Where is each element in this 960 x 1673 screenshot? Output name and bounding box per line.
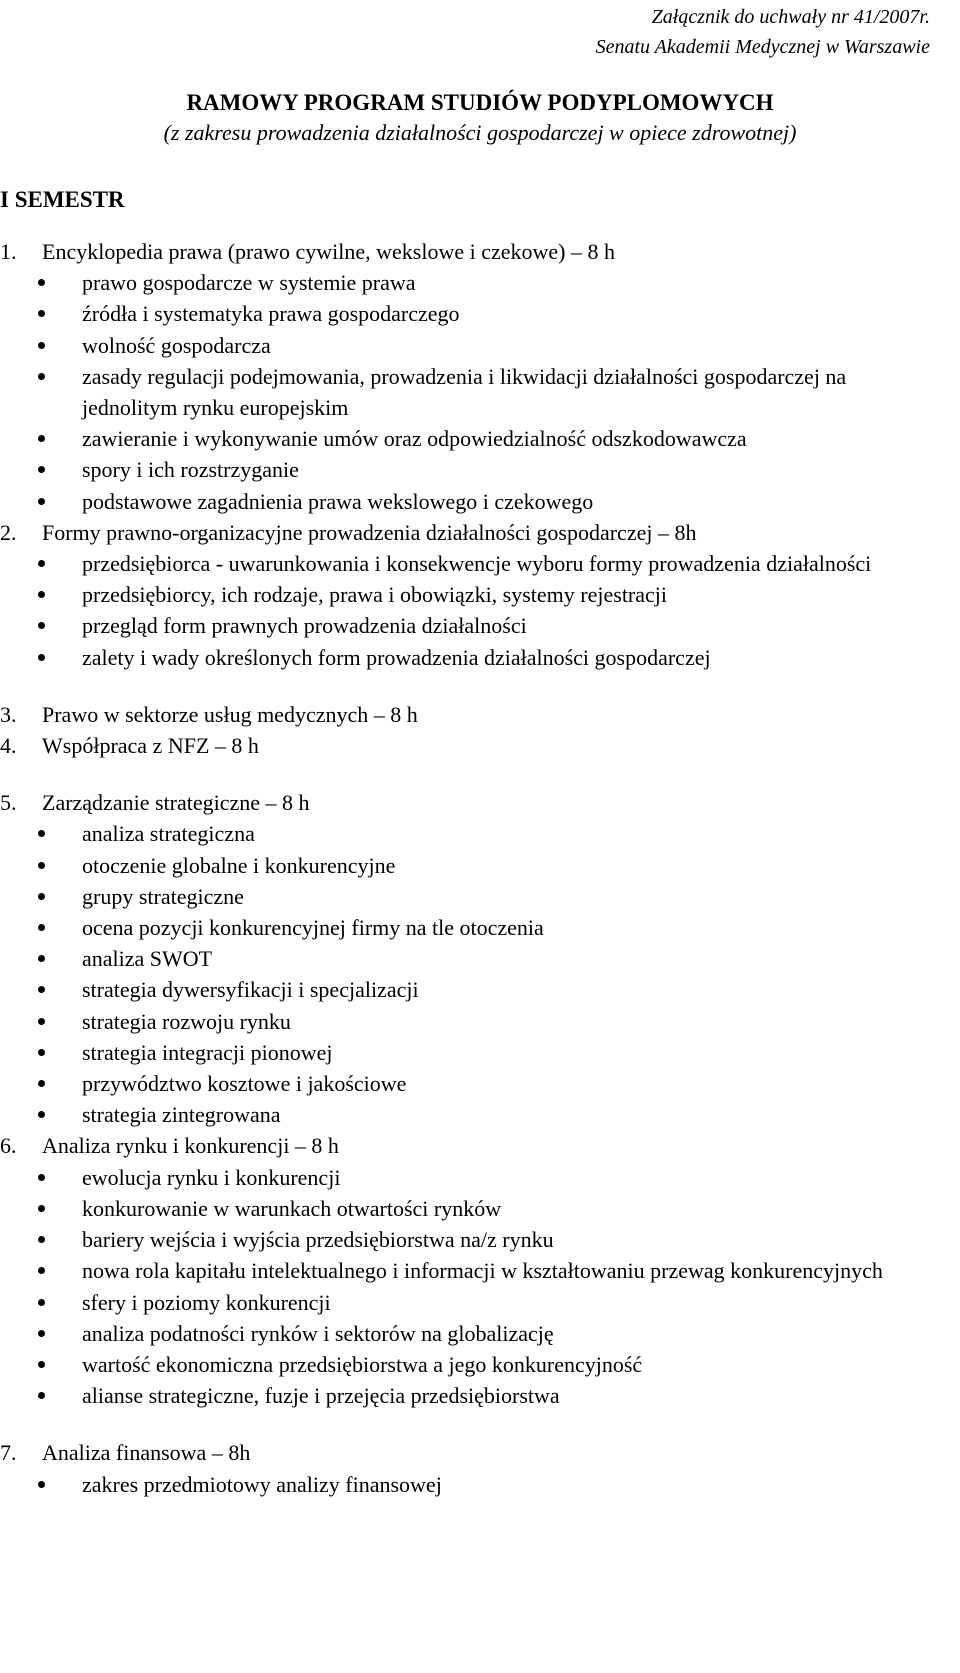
list-item-text: konkurowanie w warunkach otwartości rynków [82, 1195, 502, 1221]
section-number: 6. [0, 1133, 17, 1159]
title-block [0, 88, 960, 148]
section-heading [0, 1437, 940, 1468]
bullet-icon [38, 862, 45, 869]
list-item [0, 1068, 940, 1099]
list-item-text: podstawowe zagadnienia prawa wekslowego i czekowego [82, 488, 594, 514]
list-item-text: źródła i systematyka prawa gospodarczego [82, 301, 460, 327]
list-item-text: nowa rola kapitału intelektualnego i informacji w kształtowaniu przewag konkurencyjnych [82, 1258, 883, 1284]
list-item-text: prawo gospodarcze w systemie prawa [82, 270, 416, 296]
annex-note [596, 2, 930, 62]
section-number: 2. [0, 519, 17, 545]
bullet-icon [38, 924, 45, 931]
program-section [0, 730, 940, 761]
list-item [0, 486, 940, 517]
list-item [0, 579, 940, 610]
list-item-text: zalety i wady określonych form prowadzenia działalności gospodarczej [82, 644, 711, 670]
list-item-text: przedsiębiorca - uwarunkowania i konsekwencje wyboru formy prowadzenia działalności [82, 551, 872, 577]
list-item-text: przedsiębiorcy, ich rodzaje, prawa i obowiązki, systemy rejestracji [82, 582, 668, 608]
list-item-text: strategia rozwoju rynku [82, 1008, 291, 1034]
section-spacer [0, 1411, 940, 1437]
list-item [0, 818, 940, 849]
list-item [0, 1193, 940, 1224]
list-item [0, 1349, 940, 1380]
section-heading [0, 236, 940, 267]
list-item-text: sfery i poziomy konkurencji [82, 1289, 331, 1315]
list-item-text: strategia dywersyfikacji i specjalizacji [82, 977, 419, 1003]
list-item [0, 1006, 940, 1037]
bullet-icon [38, 591, 45, 598]
list-item [0, 1380, 940, 1411]
list-item-text: ewolucja rynku i konkurencji [82, 1164, 341, 1190]
section-title: Analiza rynku i konkurencji – 8 h [42, 1133, 339, 1159]
topic-list [0, 267, 940, 517]
section-heading [0, 699, 940, 730]
bullet-icon [38, 1205, 45, 1212]
document-subtitle: (z zakresu prowadzenia działalności gospodarczej w opiece zdrowotnej) [163, 120, 797, 145]
list-item-text: otoczenie globalne i konkurencyjne [82, 852, 396, 878]
list-item [0, 943, 940, 974]
topic-list [0, 818, 940, 1130]
semester-heading: I SEMESTR [0, 187, 125, 212]
section-title: Prawo w sektorze usług medycznych – 8 h [42, 701, 418, 727]
list-item [0, 1255, 940, 1286]
bullet-icon [38, 498, 45, 505]
bullet-icon [38, 986, 45, 993]
bullet-icon [38, 466, 45, 473]
list-item-text: analiza strategiczna [82, 821, 255, 847]
list-item [0, 1162, 940, 1193]
bullet-icon [38, 342, 45, 349]
bullet-icon [38, 830, 45, 837]
list-item-text: wartość ekonomiczna przedsiębiorstwa a jego konkurencyjność [82, 1351, 643, 1377]
list-item [0, 361, 940, 423]
program-section [0, 517, 940, 673]
bullet-icon [38, 1174, 45, 1181]
list-item-text: zawieranie i wykonywanie umów oraz odpowiedzialność odszkodowawcza [82, 426, 747, 452]
section-title: Analiza finansowa – 8h [42, 1440, 251, 1466]
bullet-icon [38, 1049, 45, 1056]
list-item [0, 298, 940, 329]
list-item-text: analiza SWOT [82, 946, 213, 972]
list-item [0, 330, 940, 361]
bullet-icon [38, 310, 45, 317]
section-number: 3. [0, 701, 17, 727]
list-item-text: bariery wejścia i wyjścia przedsiębiorstwa na/z rynku [82, 1227, 554, 1253]
list-item [0, 423, 940, 454]
bullet-icon [38, 893, 45, 900]
bullet-icon [38, 1111, 45, 1118]
section-number: 7. [0, 1440, 17, 1466]
section-heading [0, 787, 940, 818]
section-heading [0, 730, 940, 761]
bullet-icon [38, 560, 45, 567]
bullet-icon [38, 1236, 45, 1243]
list-item [0, 1224, 940, 1255]
list-item [0, 1099, 940, 1130]
section-spacer [0, 673, 940, 699]
section-title: Zarządzanie strategiczne – 8 h [42, 790, 310, 816]
section-number: 5. [0, 790, 17, 816]
list-item [0, 267, 940, 298]
list-item-text: ocena pozycji konkurencyjnej firmy na tle otoczenia [82, 915, 544, 941]
list-item-text: grupy strategiczne [82, 883, 244, 909]
section-spacer [0, 761, 940, 787]
bullet-icon [38, 622, 45, 629]
bullet-icon [38, 435, 45, 442]
list-item-text: przywództwo kosztowe i jakościowe [82, 1071, 407, 1097]
document-title: RAMOWY PROGRAM STUDIÓW PODYPLOMOWYCH [186, 90, 774, 115]
bullet-icon [38, 654, 45, 661]
list-item [0, 1469, 940, 1500]
list-item [0, 881, 940, 912]
list-item [0, 1287, 940, 1318]
list-item [0, 548, 940, 579]
list-item-text: analiza podatności rynków i sektorów na globalizację [82, 1320, 554, 1346]
section-heading [0, 517, 940, 548]
list-item-text: alianse strategiczne, fuzje i przejęcia przedsiębiorstwa [82, 1383, 560, 1409]
program-section [0, 236, 940, 517]
list-item-text: spory i ich rozstrzyganie [82, 457, 299, 483]
list-item [0, 1037, 940, 1068]
bullet-icon [38, 1080, 45, 1087]
topic-list [0, 1162, 940, 1412]
program-section [0, 699, 940, 730]
section-number: 4. [0, 733, 17, 759]
list-item-text: strategia integracji pionowej [82, 1039, 333, 1065]
section-number: 1. [0, 239, 17, 264]
list-item [0, 610, 940, 641]
section-title: Formy prawno-organizacyjne prowadzenia działalności gospodarczej – 8h [42, 519, 697, 545]
bullet-icon [38, 373, 45, 380]
list-item-text: zakres przedmiotowy analizy finansowej [82, 1471, 442, 1497]
bullet-icon [38, 1299, 45, 1306]
list-item-text: strategia zintegrowana [82, 1102, 281, 1128]
list-item [0, 912, 940, 943]
program-section [0, 787, 940, 1130]
program-section [0, 1130, 940, 1411]
list-item [0, 974, 940, 1005]
bullet-icon [38, 955, 45, 962]
section-title: Encyklopedia prawa (prawo cywilne, wekslowe i czekowe) – 8 h [42, 239, 616, 264]
bullet-icon [38, 1361, 45, 1368]
list-item [0, 1318, 940, 1349]
section-title: Współpraca z NFZ – 8 h [42, 733, 259, 759]
program-content [0, 236, 940, 1500]
annex-line-1: Załącznik do uchwały nr 41/2007r. [651, 6, 930, 28]
list-item [0, 642, 940, 673]
bullet-icon [38, 1481, 45, 1488]
list-item [0, 850, 940, 881]
topic-list [0, 548, 940, 673]
list-item-text: wolność gospodarcza [82, 332, 271, 358]
bullet-icon [38, 1330, 45, 1337]
program-section [0, 1437, 940, 1499]
section-heading [0, 1130, 940, 1161]
bullet-icon [38, 1392, 45, 1399]
list-item-text: przegląd form prawnych prowadzenia działalności [82, 613, 527, 639]
list-item-text: zasady regulacji podejmowania, prowadzenia i likwidacji działalności gospodarczej na jednolitym rynku europejskim [82, 363, 847, 421]
annex-line-2: Senatu Akademii Medycznej w Warszawie [595, 36, 930, 58]
bullet-icon [38, 279, 45, 286]
bullet-icon [38, 1018, 45, 1025]
list-item [0, 454, 940, 485]
bullet-icon [38, 1267, 45, 1274]
topic-list [0, 1469, 940, 1500]
